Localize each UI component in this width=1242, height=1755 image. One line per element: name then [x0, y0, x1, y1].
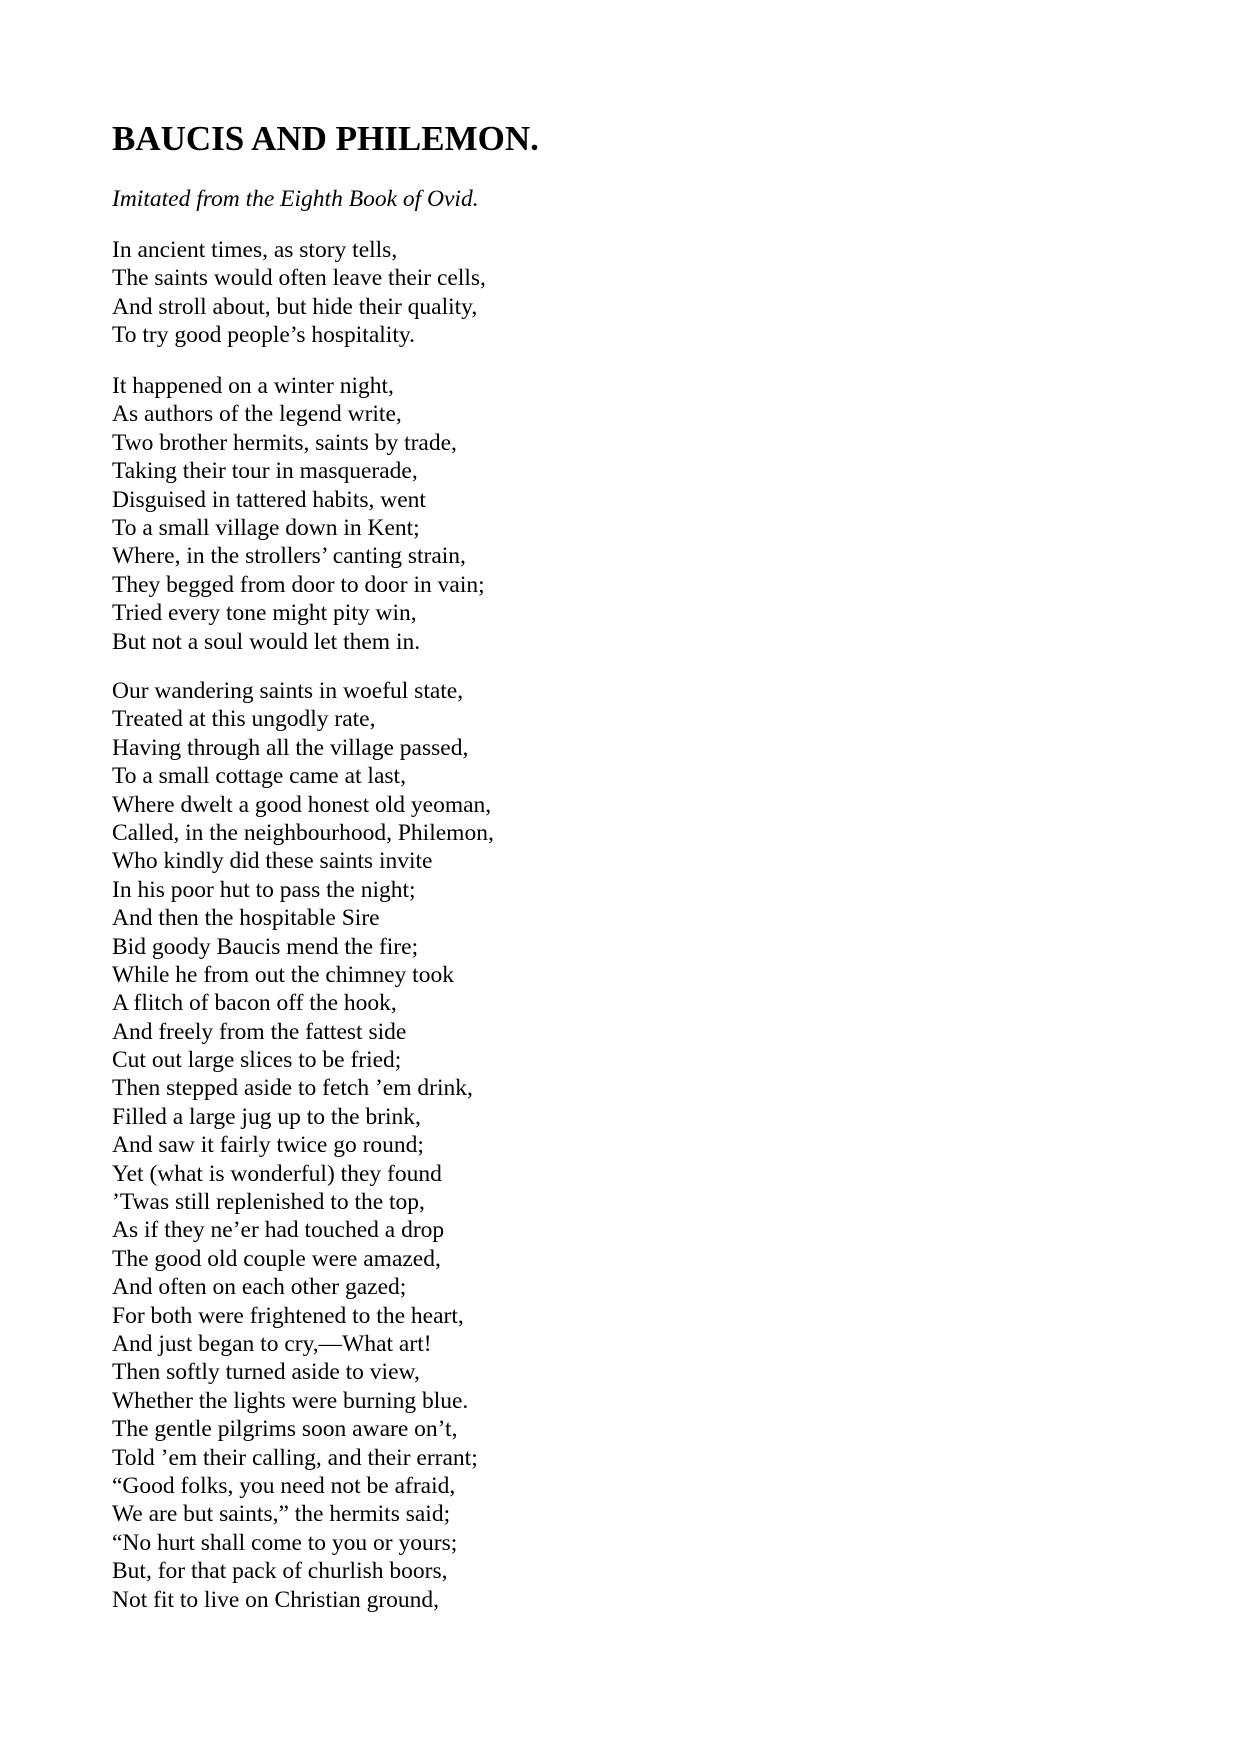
poem-line: Bid goody Baucis mend the fire; — [112, 933, 419, 960]
poem-line: To try good people’s hospitality. — [112, 322, 415, 349]
poem-line: And just began to cry,—What art! — [112, 1330, 432, 1357]
poem-line: Whether the lights were burning blue. — [112, 1387, 469, 1414]
poem-line: Who kindly did these saints invite — [112, 848, 433, 875]
poem-line: To a small cottage came at last, — [112, 763, 406, 790]
poem-line: In ancient times, as story tells, — [112, 237, 398, 263]
poem-line: Two brother hermits, saints by trade, — [112, 429, 457, 456]
poem-line: They begged from door to door in vain; — [112, 571, 485, 598]
poem-line: The gentle pilgrims soon aware on’t, — [112, 1416, 458, 1443]
poem-line: Our wandering saints in woeful state, — [112, 678, 464, 704]
stanza — [112, 677, 494, 1614]
poem-line: Called, in the neighbourhood, Philemon, — [112, 819, 494, 846]
poem-line: As if they ne’er had touched a drop — [112, 1217, 445, 1244]
poem-line: Then softly turned aside to view, — [112, 1359, 420, 1386]
poem-line: Tried every tone might pity win, — [112, 600, 417, 627]
poem-line: And stroll about, but hide their quality, — [112, 293, 478, 320]
poem-line: It happened on a winter night, — [112, 373, 394, 399]
poem-line: Treated at this ungodly rate, — [112, 706, 376, 733]
poem-line: Then stepped aside to fetch ’em drink, — [112, 1075, 473, 1102]
poem-line: In his poor hut to pass the night; — [112, 876, 416, 903]
poem-line: Yet (what is wonderful) they found — [112, 1160, 442, 1187]
poem-line: And then the hospitable Sire — [112, 905, 380, 932]
poem-line: We are but saints,” the hermits said; — [112, 1501, 451, 1528]
poem-line: As authors of the legend write, — [112, 401, 402, 428]
poem-line: Having through all the village passed, — [112, 734, 469, 761]
poem-title: BAUCIS AND PHILEMON. — [112, 119, 539, 158]
stanza — [112, 236, 486, 350]
poem-line: The saints would often leave their cells, — [112, 265, 486, 292]
poem-line: And often on each other gazed; — [112, 1274, 407, 1301]
poem-line: Told ’em their calling, and their errant; — [112, 1444, 478, 1471]
poem-line: The good old couple were amazed, — [112, 1245, 441, 1272]
poem-line: And freely from the fattest side — [112, 1018, 407, 1045]
poem-line: Filled a large jug up to the brink, — [112, 1103, 421, 1130]
poem-line: Disguised in tattered habits, went — [112, 486, 426, 513]
poem-line: To a small village down in Kent; — [112, 514, 420, 541]
poem-line: For both were frightened to the heart, — [112, 1302, 464, 1329]
poem-line: But not a soul would let them in. — [112, 628, 421, 655]
poem-line: Not fit to live on Christian ground, — [112, 1586, 440, 1613]
poem-line: Where, in the strollers’ canting strain, — [112, 543, 466, 570]
poem-line: While he from out the chimney took — [112, 961, 454, 988]
poem-subtitle: Imitated from the Eighth Book of Ovid. — [112, 186, 479, 212]
poem-line: “No hurt shall come to you or yours; — [112, 1529, 458, 1556]
poem-line: Taking their tour in masquerade, — [112, 458, 418, 485]
poem-line: A flitch of bacon off the hook, — [112, 990, 397, 1017]
poem-line: “Good folks, you need not be afraid, — [112, 1472, 456, 1499]
poem-line: Cut out large slices to be fried; — [112, 1047, 402, 1074]
poem-line: But, for that pack of churlish boors, — [112, 1558, 448, 1585]
poem-line: Where dwelt a good honest old yeoman, — [112, 791, 492, 818]
poem-line: ’Twas still replenished to the top, — [112, 1189, 425, 1216]
stanza — [112, 372, 485, 656]
poem-line: And saw it fairly twice go round; — [112, 1132, 424, 1159]
